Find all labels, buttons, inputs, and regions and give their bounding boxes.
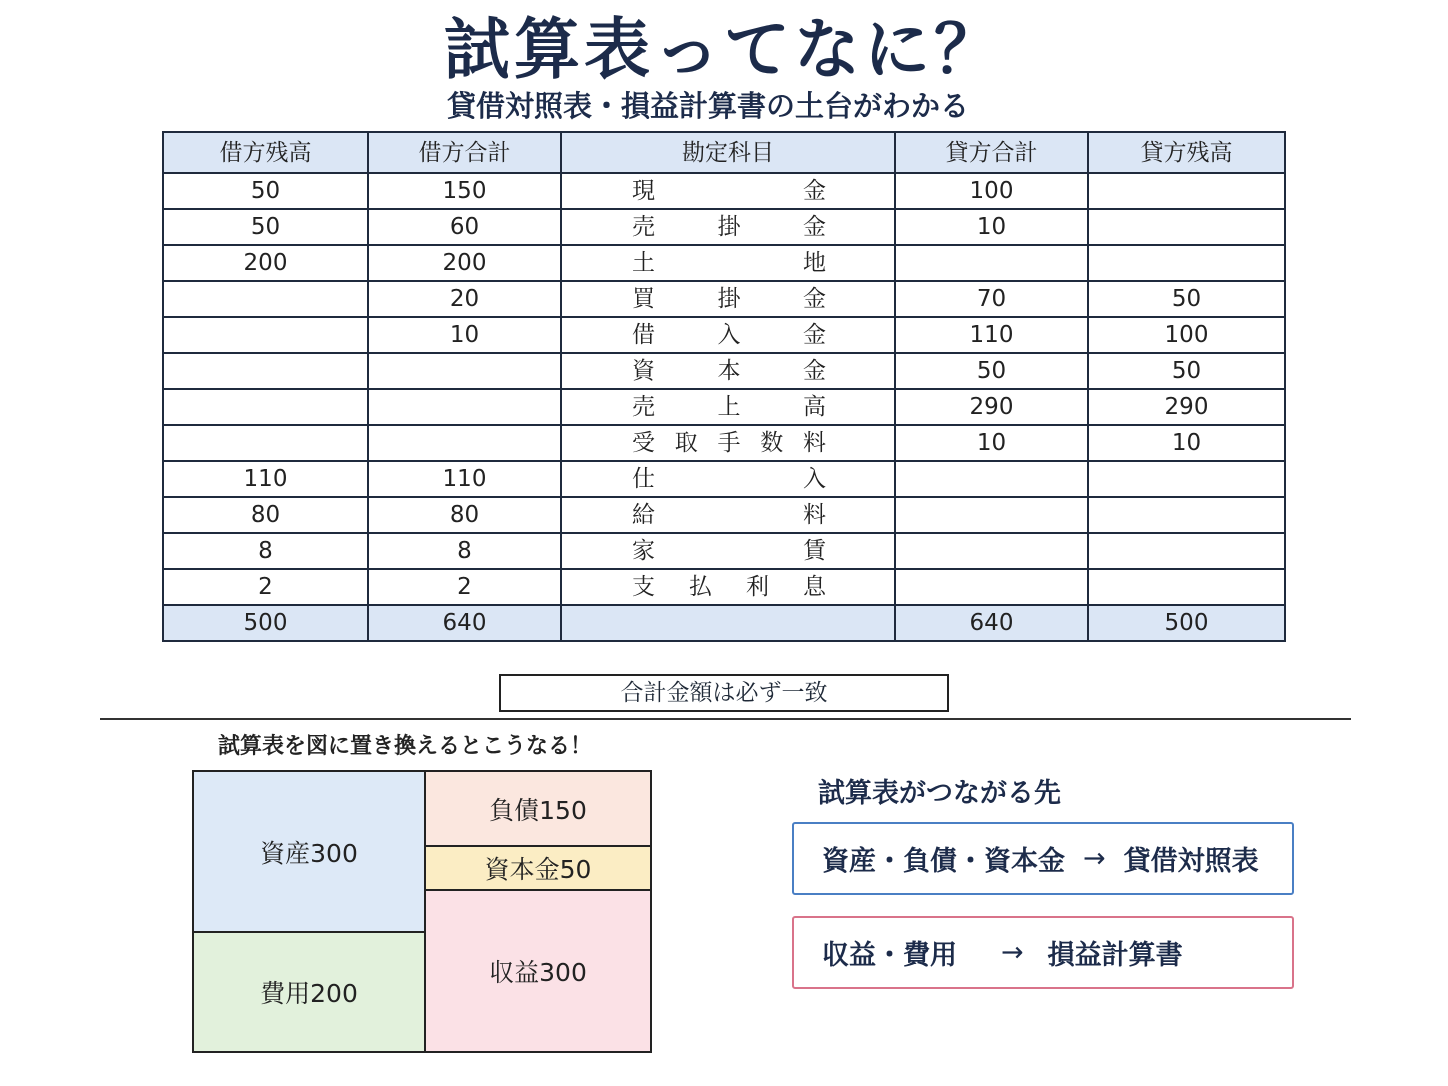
debit-total-cell: 2 xyxy=(368,569,561,605)
debit-total-cell xyxy=(368,425,561,461)
account-char: 取 xyxy=(674,430,698,456)
table-row xyxy=(163,353,1285,389)
total-credit-total-cell: 640 xyxy=(895,605,1088,641)
account-char: 息 xyxy=(803,574,826,600)
account-char: 金 xyxy=(803,214,826,240)
credit-balance-cell: 100 xyxy=(1088,317,1285,353)
page-subtitle: 貸借対照表・損益計算書の土台がわかる xyxy=(446,89,969,123)
debit-balance-cell: 200 xyxy=(163,245,368,281)
diagram-cost-block: 費用200 xyxy=(194,933,426,1051)
debit-balance-cell: 110 xyxy=(163,461,368,497)
debit-balance-cell xyxy=(163,389,368,425)
credit-total-cell: 290 xyxy=(895,389,1088,425)
debit-balance-cell: 8 xyxy=(163,533,368,569)
account-char: 手 xyxy=(717,430,741,456)
debit-total-cell: 8 xyxy=(368,533,561,569)
account-char: 金 xyxy=(803,322,826,348)
credit-balance-cell xyxy=(1088,569,1285,605)
income-statement-link-box xyxy=(792,916,1294,989)
debit-total-cell xyxy=(368,353,561,389)
table-row xyxy=(163,569,1285,605)
header-debit-total: 借方合計 xyxy=(368,132,561,173)
header-credit-total: 貸方合計 xyxy=(895,132,1088,173)
table-row xyxy=(163,389,1285,425)
total-credit-balance-cell: 500 xyxy=(1088,605,1285,641)
table-row xyxy=(163,245,1285,281)
account-cell xyxy=(561,317,895,353)
account-cell xyxy=(561,425,895,461)
totals-row xyxy=(163,605,1285,641)
debit-balance-cell xyxy=(163,317,368,353)
balance-sheet-link-box xyxy=(792,822,1294,895)
account-cell xyxy=(561,245,895,281)
debit-total-cell: 110 xyxy=(368,461,561,497)
account-char: 金 xyxy=(803,286,826,312)
links-title: 試算表がつながる先 xyxy=(818,778,1061,809)
debit-total-cell: 10 xyxy=(368,317,561,353)
right-arrow-icon: → xyxy=(1083,843,1106,874)
account-char: 払 xyxy=(689,574,712,600)
account-cell xyxy=(561,533,895,569)
account-char: 料 xyxy=(803,502,826,528)
debit-balance-cell: 50 xyxy=(163,173,368,209)
account-char: 本 xyxy=(717,358,741,384)
debit-balance-cell xyxy=(163,281,368,317)
account-char: 入 xyxy=(803,466,826,492)
account-char: 利 xyxy=(746,574,769,600)
account-char: 賃 xyxy=(803,538,826,564)
table-row xyxy=(163,425,1285,461)
account-char: 給 xyxy=(632,502,655,528)
account-char: 土 xyxy=(632,250,655,276)
credit-total-cell: 50 xyxy=(895,353,1088,389)
account-cell xyxy=(561,353,895,389)
bs-items: 資産・負債・資本金 xyxy=(822,846,1065,877)
credit-total-cell: 110 xyxy=(895,317,1088,353)
credit-total-cell xyxy=(895,533,1088,569)
debit-balance-cell: 2 xyxy=(163,569,368,605)
account-char: 掛 xyxy=(717,286,741,312)
account-char: 掛 xyxy=(717,214,741,240)
debit-balance-cell xyxy=(163,425,368,461)
account-char: 入 xyxy=(717,322,741,348)
debit-total-cell: 200 xyxy=(368,245,561,281)
account-char: 料 xyxy=(803,430,826,456)
debit-total-cell: 150 xyxy=(368,173,561,209)
credit-balance-cell: 10 xyxy=(1088,425,1285,461)
table-row xyxy=(163,173,1285,209)
total-account-cell xyxy=(561,605,895,641)
account-char: 借 xyxy=(632,322,655,348)
credit-total-cell: 70 xyxy=(895,281,1088,317)
credit-balance-cell: 290 xyxy=(1088,389,1285,425)
account-cell xyxy=(561,569,895,605)
table-row xyxy=(163,281,1285,317)
debit-balance-cell: 80 xyxy=(163,497,368,533)
account-char: 売 xyxy=(632,214,655,240)
credit-balance-cell xyxy=(1088,209,1285,245)
page-title: 試算表ってなに？ xyxy=(444,11,1004,88)
credit-balance-cell: 50 xyxy=(1088,353,1285,389)
account-char: 買 xyxy=(632,286,655,312)
debit-total-cell: 60 xyxy=(368,209,561,245)
table-row xyxy=(163,497,1285,533)
account-char: 地 xyxy=(803,250,826,276)
account-char: 売 xyxy=(632,394,655,420)
table-row xyxy=(163,209,1285,245)
account-char: 上 xyxy=(717,394,741,420)
account-char: 受 xyxy=(632,430,655,456)
trial-balance-diagram xyxy=(192,770,652,1053)
total-debit-total-cell: 640 xyxy=(368,605,561,641)
right-arrow-icon: → xyxy=(1001,937,1024,968)
diagram-capital-block: 資本金50 xyxy=(426,847,650,891)
credit-total-cell xyxy=(895,569,1088,605)
credit-balance-cell xyxy=(1088,533,1285,569)
account-char: 金 xyxy=(803,358,826,384)
account-char: 資 xyxy=(632,358,655,384)
diagram-asset-block: 資産300 xyxy=(194,772,426,933)
account-cell xyxy=(561,173,895,209)
account-char: 高 xyxy=(803,394,826,420)
header-debit-balance: 借方残高 xyxy=(163,132,368,173)
credit-total-cell: 10 xyxy=(895,209,1088,245)
diagram-caption: 試算表を図に置き換えるとこうなる！ xyxy=(218,734,593,759)
account-cell xyxy=(561,389,895,425)
account-char: 金 xyxy=(803,178,826,204)
diagram-debt-block: 負債150 xyxy=(426,772,650,847)
table-header-row xyxy=(163,132,1285,173)
pl-target: 損益計算書 xyxy=(1047,940,1183,971)
account-cell xyxy=(561,497,895,533)
total-debit-balance-cell: 500 xyxy=(163,605,368,641)
credit-total-cell: 100 xyxy=(895,173,1088,209)
pl-items: 収益・費用 xyxy=(822,940,957,971)
credit-balance-cell xyxy=(1088,245,1285,281)
account-cell xyxy=(561,281,895,317)
account-cell xyxy=(561,461,895,497)
debit-total-cell xyxy=(368,389,561,425)
table-row xyxy=(163,317,1285,353)
header-credit-balance: 貸方残高 xyxy=(1088,132,1285,173)
section-divider xyxy=(100,718,1351,720)
credit-total-cell xyxy=(895,497,1088,533)
debit-balance-cell xyxy=(163,353,368,389)
diagram-revenue-block: 収益300 xyxy=(426,891,650,1051)
trial-balance-table xyxy=(162,131,1286,642)
debit-total-cell: 20 xyxy=(368,281,561,317)
bs-target: 貸借対照表 xyxy=(1123,846,1259,877)
account-char: 現 xyxy=(632,178,655,204)
credit-total-cell xyxy=(895,245,1088,281)
debit-balance-cell: 50 xyxy=(163,209,368,245)
account-char: 数 xyxy=(760,430,784,456)
account-char: 仕 xyxy=(632,466,655,492)
credit-total-cell: 10 xyxy=(895,425,1088,461)
debit-total-cell: 80 xyxy=(368,497,561,533)
account-char: 支 xyxy=(632,574,655,600)
account-cell xyxy=(561,209,895,245)
table-row xyxy=(163,533,1285,569)
table-row xyxy=(163,461,1285,497)
header-account: 勘定科目 xyxy=(561,132,895,173)
account-char: 家 xyxy=(632,538,655,564)
credit-balance-cell xyxy=(1088,497,1285,533)
credit-balance-cell xyxy=(1088,173,1285,209)
credit-balance-cell: 50 xyxy=(1088,281,1285,317)
credit-balance-cell xyxy=(1088,461,1285,497)
totals-match-note: 合計金額は必ず一致 xyxy=(499,674,949,712)
credit-total-cell xyxy=(895,461,1088,497)
